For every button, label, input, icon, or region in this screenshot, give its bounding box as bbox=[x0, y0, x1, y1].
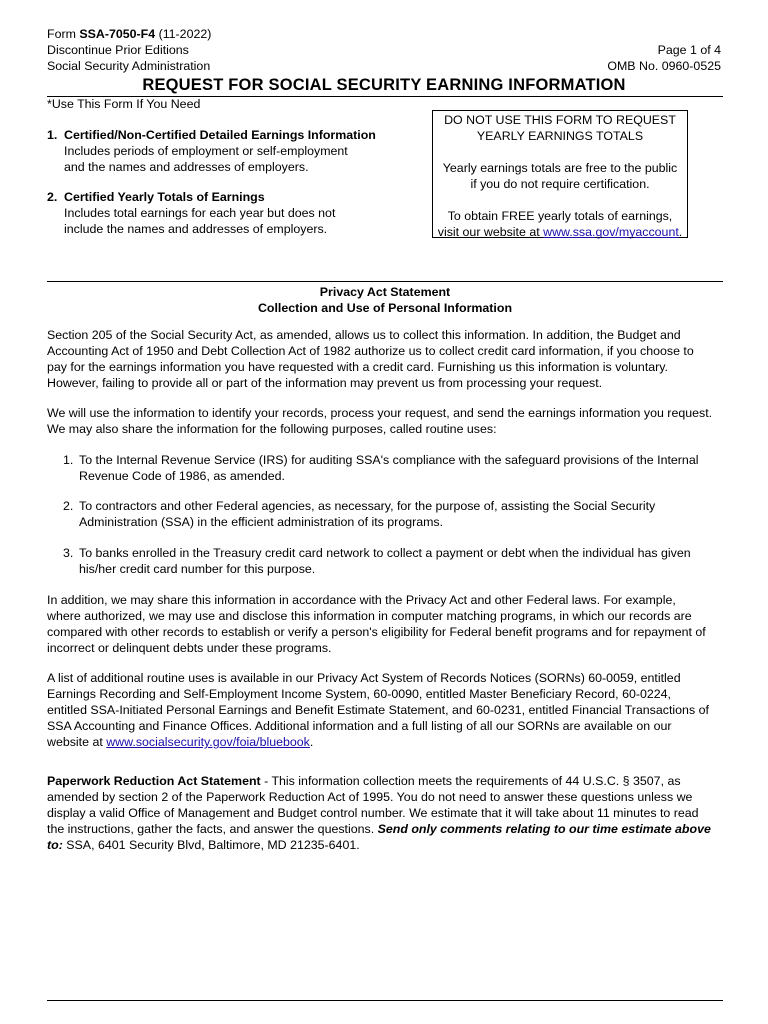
form-date: (11-2022) bbox=[155, 27, 212, 41]
p4-line: A list of additional routine uses is available in our Privacy Act System of Records Notices (SORNs) 60-0059, entitled bbox=[47, 671, 681, 685]
paperwork-line: display a valid Office of Management and Budget control number. We estimate that it will take about 11 minutes to read bbox=[47, 806, 699, 820]
notice-line1: DO NOT USE THIS FORM TO REQUEST bbox=[444, 113, 676, 127]
item1-title: Certified/Non-Certified Detailed Earnings Information bbox=[64, 128, 376, 142]
form-prefix: Form bbox=[47, 27, 80, 41]
notice-spacer bbox=[433, 192, 687, 208]
paperwork-address: SSA, 6401 Security Blvd, Baltimore, MD 21235-6401. bbox=[62, 838, 360, 852]
notice-box bbox=[432, 110, 688, 238]
page-number: Page 1 of 4 bbox=[657, 43, 721, 57]
notice-line5: To obtain FREE yearly totals of earnings, bbox=[447, 209, 673, 223]
p4-line: Earnings Recording and Self-Employment Income System, 60-0090, entitled Master Beneficiary Record, 60-0224, bbox=[47, 687, 671, 701]
routine-use-text: To the Internal Revenue Service (IRS) for auditing SSA's compliance with the safeguard provisions of the Internal bbox=[79, 453, 699, 467]
item1-desc-line2: and the names and addresses of employers. bbox=[64, 160, 309, 174]
p4-last-prefix: website at bbox=[47, 735, 107, 749]
agency-name: Social Security Administration bbox=[47, 59, 211, 73]
page-title: REQUEST FOR SOCIAL SECURITY EARNING INFORMATION bbox=[142, 76, 626, 94]
section-rule bbox=[47, 281, 723, 282]
notice-line4: if you do not require certification. bbox=[470, 177, 650, 191]
notice-line3: Yearly earnings totals are free to the public bbox=[442, 161, 678, 175]
p2-line: We may also share the information for the following purposes, called routine uses: bbox=[47, 422, 497, 436]
routine-use-number: 3. bbox=[63, 546, 74, 560]
item2-number: 2. bbox=[47, 190, 58, 204]
paperwork-text: the instructions, gather the facts, and answer the questions. bbox=[47, 822, 378, 836]
p3-line: In addition, we may share this information in accordance with the Privacy Act and other Federal laws. For example, bbox=[47, 593, 676, 607]
privacy-paragraph-2 bbox=[47, 405, 727, 437]
p3-line: where authorized, we may use and disclose this information in computer matching programs, in which our records are bbox=[47, 609, 692, 623]
paperwork-line bbox=[47, 821, 727, 837]
privacy-subheading: Collection and Use of Personal Information bbox=[257, 301, 513, 315]
use-form-note: *Use This Form If You Need bbox=[47, 97, 201, 111]
notice-line6-prefix: visit our website at bbox=[437, 225, 544, 239]
p3-line: compared with other records to establish or verify a person's eligibility for Federal benefit programs and for repayment of bbox=[47, 625, 706, 639]
privacy-paragraph-4 bbox=[47, 670, 727, 750]
p3-line: incorrect or delinquent debts under these programs. bbox=[47, 641, 332, 655]
paperwork-emphasis: Send only comments relating to our time estimate above bbox=[377, 822, 711, 836]
p1-line: However, failing to provide all or part of the information may prevent us from processing your request. bbox=[47, 376, 603, 390]
p4-line: SSA Accounting and Finance Offices. Additional information and a full listing of all our SORNs are available on our bbox=[47, 719, 672, 733]
notice-line2: YEARLY EARNINGS TOTALS bbox=[476, 129, 644, 143]
routine-use-item bbox=[63, 498, 723, 530]
routine-use-text: Administration (SSA) in the efficient administration of its programs. bbox=[79, 515, 444, 529]
privacy-heading: Privacy Act Statement bbox=[319, 285, 451, 299]
omb-number: OMB No. 0960-0525 bbox=[607, 59, 721, 73]
paperwork-line: amended by section 2 of the Paperwork Reduction Act of 1995. You do not need to answer these questions unless we bbox=[47, 790, 693, 804]
item1-desc-line1: Includes periods of employment or self-employment bbox=[64, 144, 348, 158]
routine-use-item bbox=[63, 545, 723, 577]
routine-use-item bbox=[63, 452, 723, 484]
p1-line: pay for the earnings information you have requested with a credit card. Furnishing us this information is voluntary. bbox=[47, 360, 668, 374]
p1-line: Section 205 of the Social Security Act, as amended, allows us to collect this information. In addition, the Budget and bbox=[47, 328, 681, 342]
item1-number: 1. bbox=[47, 128, 58, 142]
myaccount-link[interactable]: www.ssa.gov/myaccount bbox=[543, 225, 679, 239]
p4-line: entitled SSA-Initiated Personal Earnings and Benefit Estimate Statement, and 60-0231, entitled Financial Transactions of bbox=[47, 703, 709, 717]
form-number: SSA-7050-F4 bbox=[79, 27, 156, 41]
paperwork-text: - This information collection meets the requirements of 44 U.S.C. § 3507, as bbox=[260, 774, 681, 788]
discontinue-note: Discontinue Prior Editions bbox=[47, 43, 189, 57]
form-id bbox=[47, 26, 211, 42]
item2-desc-line2: include the names and addresses of employers. bbox=[64, 222, 328, 236]
routine-use-text: To contractors and other Federal agencies, as necessary, for the purpose of, assisting the Social Security bbox=[79, 499, 656, 513]
notice-line6-suffix: . bbox=[678, 225, 683, 239]
routine-use-text: Revenue Code of 1986, as amended. bbox=[79, 469, 285, 483]
bluebook-link[interactable]: www.socialsecurity.gov/foia/bluebook bbox=[106, 735, 310, 749]
footer-rule bbox=[47, 1000, 723, 1001]
routine-use-number: 1. bbox=[63, 453, 74, 467]
notice-line6 bbox=[433, 224, 687, 240]
routine-use-text: To banks enrolled in the Treasury credit card network to collect a payment or debt when the individual has given bbox=[79, 546, 691, 560]
paperwork-label: Paperwork Reduction Act Statement bbox=[47, 774, 261, 788]
paperwork-line bbox=[47, 837, 727, 853]
paperwork-statement bbox=[47, 773, 727, 853]
p4-last-line bbox=[47, 734, 727, 750]
privacy-paragraph-3 bbox=[47, 592, 727, 656]
notice-spacer bbox=[433, 144, 687, 160]
p1-line: Accounting Act of 1950 and Debt Collection Act of 1982 authorize us to collect credit card information, if you choose to bbox=[47, 344, 694, 358]
paperwork-emphasis: to: bbox=[47, 838, 63, 852]
p4-last-suffix: . bbox=[309, 735, 314, 749]
paperwork-line bbox=[47, 773, 727, 789]
routine-use-text: his/her credit card number for this purpose. bbox=[79, 562, 316, 576]
p2-line: We will use the information to identify your records, process your request, and send the earnings information you request. bbox=[47, 406, 713, 420]
item2-desc-line1: Includes total earnings for each year but does not bbox=[64, 206, 336, 220]
item2-title: Certified Yearly Totals of Earnings bbox=[64, 190, 265, 204]
privacy-paragraph-1 bbox=[47, 327, 727, 391]
routine-use-number: 2. bbox=[63, 499, 74, 513]
